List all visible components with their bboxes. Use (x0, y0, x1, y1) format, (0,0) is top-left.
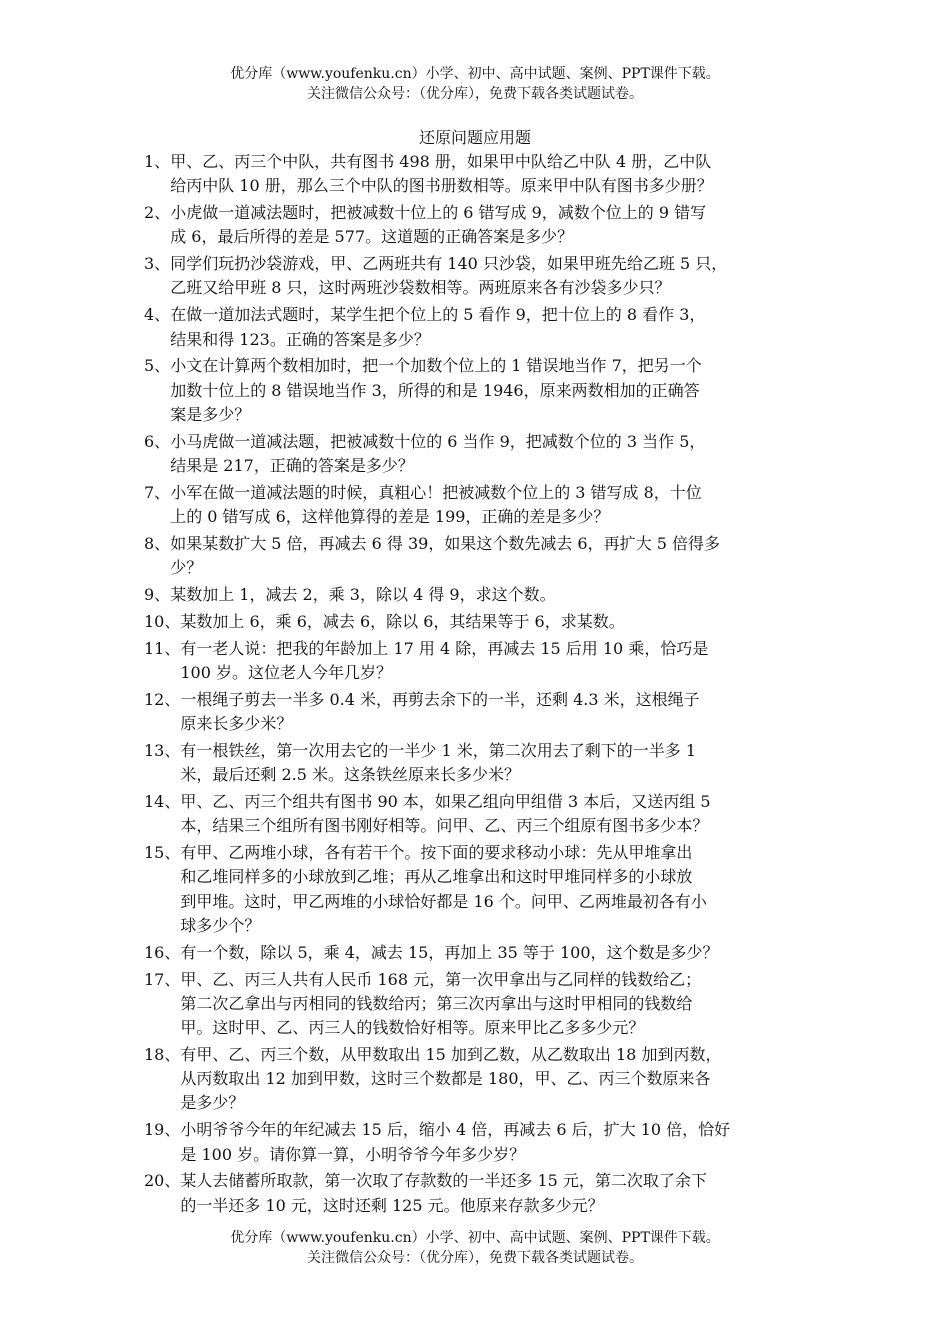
question-line: 小马虎做一道减法题，把被减数十位的 6 当作 9，把减数个位的 3 当作 5， (170, 431, 706, 451)
question-line: 加数十位上的 8 错误地当作 3，所得的和是 1946，原来两数相加的正确答 (170, 380, 700, 400)
question-text (180, 1043, 816, 1116)
question-text (180, 688, 816, 737)
question-number: 20、 (144, 1171, 181, 1191)
question-text (180, 1118, 816, 1167)
question-text (170, 201, 816, 250)
question-line: 结果和得 123。正确的答案是多少？ (170, 329, 430, 349)
header-line-2: 关注微信公众号：（优分库），免费下载各类试题试卷。 (307, 86, 643, 102)
question-line: 小明爷爷今年的年纪减去 15 后，缩小 4 倍，再减去 6 后，扩大 10 倍，恰好 (180, 1120, 731, 1140)
question-line: 有一老人说：把我的年龄加上 17 用 4 除，再减去 15 后用 10 乘，恰巧是 (180, 638, 709, 658)
question-item (144, 583, 816, 607)
question-line: 案是多少？ (170, 404, 251, 424)
question-number: 5、 (144, 356, 171, 376)
question-text (170, 303, 816, 352)
question-text (180, 790, 816, 839)
question-number: 12、 (144, 689, 181, 709)
question-number: 16、 (144, 942, 181, 962)
question-item (144, 688, 816, 737)
footer-line-1: 优分库（www.youfenku.cn）小学、初中、高中试题、案例、PPT课件下载。 (230, 1230, 720, 1246)
question-line: 同学们玩扔沙袋游戏，甲、乙两班共有 140 只沙袋，如果甲班先给乙班 5 只， (170, 254, 728, 274)
question-line: 有甲、乙、丙三个数，从甲数取出 15 加到乙数，从乙数取出 18 加到丙数， (180, 1044, 722, 1064)
question-number: 7、 (144, 482, 171, 502)
question-text (170, 150, 816, 199)
question-item (144, 1118, 816, 1167)
question-number: 11、 (144, 638, 181, 658)
question-text (180, 941, 816, 965)
page-header (0, 64, 950, 104)
footer-line-2: 关注微信公众号：（优分库），免费下载各类试题试卷。 (307, 1250, 643, 1266)
question-line: 甲、乙、丙三人共有人民币 168 元，第一次甲拿出与乙同样的钱数给乙； (180, 969, 702, 989)
question-number: 19、 (144, 1120, 181, 1140)
question-line: 甲、乙、丙三个中队，共有图书 498 册，如果甲中队给乙中队 4 册，乙中队 (170, 152, 712, 171)
question-item (144, 354, 816, 427)
question-line: 甲。这时甲、乙、丙三人的钱数恰好相等。原来甲比乙多多少元？ (180, 1018, 645, 1038)
question-line: 本，结果三个组所有图书刚好相等。问甲、乙、丙三个组原有图书多少本？ (180, 816, 709, 836)
question-item (144, 303, 816, 352)
page-footer (0, 1228, 950, 1268)
question-item (144, 1043, 816, 1116)
question-line: 小军在做一道减法题的时候，真粗心！把被减数个位上的 3 错写成 8，十位 (170, 482, 702, 502)
question-text (180, 841, 816, 938)
question-line: 是多少？ (180, 1093, 245, 1113)
question-list (144, 150, 816, 1220)
question-item (144, 201, 816, 250)
question-item (144, 481, 816, 530)
question-text (170, 532, 816, 581)
question-item (144, 841, 816, 938)
question-line: 有甲、乙两堆小球，各有若干个。按下面的要求移动小球：先从甲堆拿出 (180, 843, 693, 863)
question-number: 10、 (144, 611, 181, 631)
question-item (144, 252, 816, 301)
question-line: 一根绳子剪去一半多 0.4 米，再剪去余下的一半，还剩 4.3 米，这根绳子 (180, 689, 700, 709)
question-item (144, 532, 816, 581)
question-line: 米，最后还剩 2.5 米。这条铁丝原来长多少米？ (180, 765, 520, 785)
question-item (144, 790, 816, 839)
question-line: 有一根铁丝，第一次用去它的一半少 1 米，第二次用去了剩下的一半多 1 (180, 740, 696, 760)
question-line: 某人去储蓄所取款，第一次取了存款数的一半还多 15 元，第二次取了余下 (180, 1171, 707, 1191)
question-line: 上的 0 错写成 6，这样他算得的差是 199，正确的差是多少？ (170, 507, 610, 527)
question-item (144, 150, 816, 199)
question-item (144, 430, 816, 479)
question-number: 4、 (144, 305, 171, 325)
question-line: 原来长多少米？ (180, 714, 293, 734)
question-line: 成 6，最后所得的差是 577。这道题的正确答案是多少？ (170, 227, 574, 247)
question-number: 6、 (144, 431, 171, 451)
question-line: 球多少个？ (180, 915, 261, 935)
question-line: 给丙中队 10 册，那么三个中队的图书册数相等。原来甲中队有图书多少册？ (170, 176, 713, 196)
question-number: 17、 (144, 969, 181, 989)
question-line: 100 岁。这位老人今年几岁？ (180, 662, 393, 682)
question-line: 有一个数，除以 5，乘 4，减去 15，再加上 35 等于 100，这个数是多少？ (180, 942, 719, 962)
question-text (180, 739, 816, 788)
document-title: 还原问题应用题 (418, 128, 531, 147)
question-text (170, 583, 816, 607)
question-line: 小文在计算两个数相加时，把一个加数个位上的 1 错误地当作 7，把另一个 (170, 356, 702, 376)
question-line: 在做一道加法式题时，某学生把个位上的 5 看作 9，把十位上的 8 看作 3， (170, 305, 706, 325)
question-line: 结果是 217，正确的答案是多少？ (170, 456, 414, 476)
question-line: 某数加上 6，乘 6，减去 6，除以 6，其结果等于 6，求某数。 (180, 611, 625, 631)
question-text (180, 610, 816, 634)
question-text (170, 354, 816, 427)
question-text (180, 1169, 816, 1218)
question-item (144, 739, 816, 788)
question-line: 乙班又给甲班 8 只，这时两班沙袋数相等。两班原来各有沙袋多少只？ (170, 278, 671, 298)
question-line: 少？ (170, 558, 203, 578)
question-number: 1、 (144, 152, 171, 171)
question-number: 14、 (144, 791, 181, 811)
question-text (170, 252, 816, 301)
question-number: 18、 (144, 1044, 181, 1064)
question-item (144, 610, 816, 634)
question-line: 的一半还多 10 元，这时还剩 125 元。他原来存款多少元？ (180, 1195, 604, 1215)
question-line: 第二次乙拿出与丙相同的钱数给丙；第三次丙拿出与这时甲相同的钱数给 (180, 993, 693, 1013)
question-item (144, 941, 816, 965)
question-number: 2、 (144, 203, 171, 223)
question-item (144, 968, 816, 1041)
question-number: 3、 (144, 254, 171, 274)
question-item (144, 1169, 816, 1218)
question-text (170, 481, 816, 530)
question-text (170, 430, 816, 479)
question-number: 8、 (144, 533, 171, 553)
question-number: 13、 (144, 740, 181, 760)
question-text (180, 968, 816, 1041)
header-line-1: 优分库（www.youfenku.cn）小学、初中、高中试题、案例、PPT课件下载。 (230, 66, 720, 82)
question-line: 到甲堆。这时，甲乙两堆的小球恰好都是 16 个。问甲、乙两堆最初各有小 (180, 891, 707, 911)
question-line: 某数加上 1，减去 2，乘 3，除以 4 得 9，求这个数。 (170, 585, 556, 605)
question-line: 是 100 岁。请你算一算，小明爷爷今年多少岁？ (180, 1144, 526, 1164)
question-number: 15、 (144, 843, 181, 863)
question-number: 9、 (144, 585, 171, 605)
question-item (144, 637, 816, 686)
question-line: 如果某数扩大 5 倍，再减去 6 得 39，如果这个数先减去 6，再扩大 5 倍得多 (170, 533, 720, 553)
question-line: 小虎做一道减法题时，把被减数十位上的 6 错写成 9，减数个位上的 9 错写 (170, 203, 707, 223)
question-text (180, 637, 816, 686)
question-line: 从丙数取出 12 加到甲数，这时三个数都是 180，甲、乙、丙三个数原来各 (180, 1069, 711, 1089)
question-line: 和乙堆同样多的小球放到乙堆；再从乙堆拿出和这时甲堆同样多的小球放 (180, 867, 693, 887)
question-line: 甲、乙、丙三个组共有图书 90 本，如果乙组向甲组借 3 本后，又送丙组 5 (180, 791, 711, 811)
